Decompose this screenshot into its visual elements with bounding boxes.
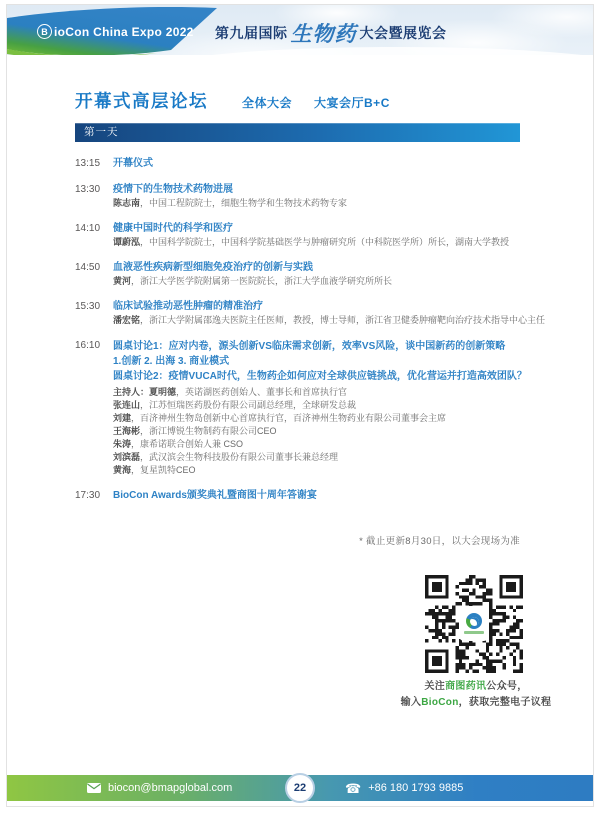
speaker-affiliation: ，武汉滨会生物科技股份有限公司董事长兼总经理 <box>140 452 339 462</box>
bmap-logo-microtext <box>464 631 484 634</box>
qr-caption-line1: 关注商图药讯公众号， <box>424 681 528 692</box>
qr-caption-keyword: BioCon <box>421 697 459 708</box>
speaker-name: 潘宏铭 <box>113 315 141 325</box>
speaker-line <box>113 197 520 210</box>
forum-subtitle-session: 全体大会 <box>242 96 293 110</box>
schedule-time: 13:30 <box>75 184 101 195</box>
session-title: 血液恶性疾病新型细胞免疫治疗的创新与实践 <box>113 262 313 273</box>
conference-title-prefix: 第九届国际 <box>215 25 288 41</box>
footer-phone-text: +86 180 1793 9885 <box>368 782 464 794</box>
session-title: 临床试验推动恶性肿瘤的精准治疗 <box>113 301 263 312</box>
phone-icon: ☎ <box>345 780 362 796</box>
schedule-row <box>75 183 520 210</box>
session-title: 开幕仪式 <box>113 158 153 169</box>
page-number-badge: 22 <box>285 773 315 803</box>
forum-subtitle-room: 大宴会厅B+C <box>314 96 390 110</box>
forum-title: 开幕式高层论坛 <box>75 91 208 111</box>
schedule-time: 14:10 <box>75 223 101 234</box>
speaker-name: 刘滨磊 <box>113 452 141 462</box>
speaker-affiliation: ，中国科学院院士，中国科学院基础医学与肿瘤研究所（中科院医学所）所长，湖南大学教授 <box>140 237 510 247</box>
speaker-line <box>113 399 520 412</box>
speaker-affiliation: ，江苏恒瑞医药股份有限公司副总经理，全球研发总裁 <box>140 400 357 410</box>
page-header <box>7 5 593 55</box>
email-icon <box>87 783 101 793</box>
conference-title-script: 生物药 <box>290 21 357 46</box>
session-title: 疫情下的生物技术药物进展 <box>113 184 233 195</box>
speaker-line <box>113 236 520 249</box>
conference-title <box>215 19 447 47</box>
roundtable-topics: 1.创新 2. 出海 3. 商业模式 <box>113 356 230 367</box>
agenda-content <box>75 88 546 547</box>
conference-title-suffix: 大会暨展览会 <box>359 25 447 41</box>
speaker-affiliation: ，浙江大学医学院附属第一医院院长，浙江大学血液学研究所所长 <box>131 276 393 286</box>
forum-title-row <box>75 88 520 112</box>
speaker-line <box>113 386 520 399</box>
logo-b-icon: B <box>37 24 52 39</box>
qr-caption <box>388 679 564 711</box>
schedule-time: 17:30 <box>75 490 101 501</box>
session-title: BioCon Awards颁奖典礼暨商图十周年答谢宴 <box>113 490 317 501</box>
schedule-row <box>75 222 520 249</box>
qr-caption-line2: 输入BioCon，获取完整电子议程 <box>400 697 552 708</box>
speaker-affiliation: ，百济神州生物岛创新中心首席执行官，百济神州生物药业有限公司董事会主席 <box>131 413 447 423</box>
session-title: 健康中国时代的科学和医疗 <box>113 223 233 234</box>
footer-email-text: biocon@bmapglobal.com <box>108 782 233 794</box>
speaker-name: 张连山 <box>113 400 141 410</box>
speaker-name: 黄海 <box>113 465 132 475</box>
schedule-row <box>75 489 520 503</box>
speaker-line <box>113 412 520 425</box>
speaker-affiliation: ，浙江大学附属邵逸夫医院主任医师，教授，博士导师，浙江省卫健委肿瘤靶向治疗技术指导中心主任 <box>140 315 546 325</box>
speaker-line <box>113 425 520 438</box>
roundtable-1-title: 圆桌讨论1：应对内卷，源头创新VS临床需求创新，效率VS风险，谈中国新药的创新策略 <box>113 341 506 352</box>
update-note: * 截止更新8月30日，以大会现场为准 <box>359 536 520 547</box>
speaker-line <box>113 275 520 288</box>
schedule-row-roundtable <box>75 339 527 477</box>
footer-email <box>87 775 232 801</box>
day-bar: 第一天 <box>75 123 520 142</box>
speaker-name: 主持人：夏明德 <box>113 387 177 397</box>
speaker-affiliation: ，浙江博锐生物制药有限公司CEO <box>140 426 277 436</box>
schedule-time: 15:30 <box>75 301 101 312</box>
page-footer <box>7 775 593 801</box>
speaker-line <box>113 464 520 477</box>
speaker-name: 陈志南 <box>113 198 141 208</box>
schedule-time: 13:15 <box>75 158 101 169</box>
biocon-logo <box>37 24 194 39</box>
schedule-row <box>75 300 546 327</box>
schedule-row <box>75 261 520 288</box>
logo-text: ioCon China Expo 2022 <box>54 24 194 39</box>
schedule-time: 14:50 <box>75 262 101 273</box>
speaker-affiliation: ，中国工程院院士，细胞生物学和生物技术药物专家 <box>140 198 348 208</box>
schedule-time: 16:10 <box>75 340 101 351</box>
speaker-name: 王海彬 <box>113 426 141 436</box>
speaker-line <box>113 438 520 451</box>
footer-phone <box>345 775 463 801</box>
schedule-list <box>75 157 546 503</box>
speaker-name: 刘建 <box>113 413 132 423</box>
speaker-name: 谭蔚泓 <box>113 237 141 247</box>
qr-code <box>425 575 523 673</box>
bmap-logo-icon <box>466 613 482 629</box>
speaker-name: 朱涛 <box>113 439 132 449</box>
roundtable-speakers <box>113 386 520 477</box>
roundtable-2-title: 圆桌讨论2：疫情VUCA时代，生物药企如何应对全球供应链挑战，优化营运并打造高效团队？ <box>113 371 527 382</box>
speaker-name: 黄河 <box>113 276 132 286</box>
speaker-line <box>113 451 520 464</box>
qr-caption-brand: 商图药讯 <box>445 681 487 692</box>
speaker-affiliation: ，康希诺联合创始人兼 CSO <box>131 439 244 449</box>
qr-center-logo <box>461 608 487 639</box>
speaker-affiliation: ，复星凯特CEO <box>131 465 196 475</box>
speaker-affiliation: ，英诺湖医药创始人、董事长和首席执行官 <box>176 387 348 397</box>
schedule-row <box>75 157 520 171</box>
speaker-line <box>113 314 546 327</box>
